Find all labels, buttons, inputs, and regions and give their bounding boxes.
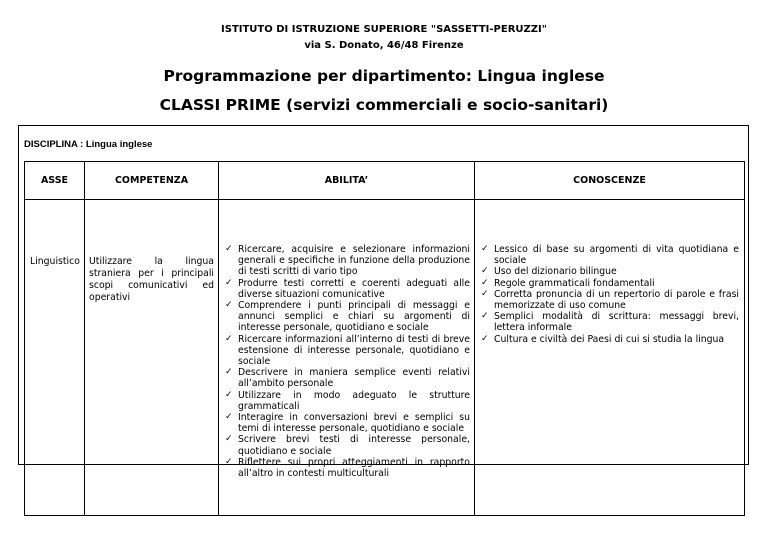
- cell-competenza: Utilizzare la lingua straniera per i principali scopi comunicativi ed operativi: [85, 200, 219, 516]
- list-item: ✓ Comprendere i punti principali di messaggi e annunci semplici e chiari su argomenti di interesse personale, quotidiano e sociale: [225, 300, 470, 334]
- abilita-list: [219, 200, 474, 479]
- program-table: [24, 161, 745, 516]
- header-competenza: COMPETENZA: [85, 162, 219, 200]
- table-row: [25, 200, 745, 516]
- list-item: ✓ Ricercare, acquisire e selezionare informazioni generali e specifiche in funzione della produzione di testi scritti di vario tipo: [225, 244, 470, 278]
- list-item: ✓ Lessico di base su argomenti di vita quotidiana e sociale: [481, 244, 739, 266]
- list-item: ✓ Uso del dizionario bilingue: [481, 266, 739, 277]
- header-conoscenze: CONOSCENZE: [475, 162, 745, 200]
- conoscenze-list: [475, 200, 744, 345]
- list-item: ✓ Utilizzare in modo adeguato le strutture grammaticali: [225, 390, 470, 412]
- list-item: ✓ Semplici modalità di scrittura: messaggi brevi, lettera informale: [481, 311, 739, 333]
- header-abilita: ABILITA’: [219, 162, 475, 200]
- list-item: ✓ Descrivere in maniera semplice eventi relativi all’ambito personale: [225, 367, 470, 389]
- list-item: ✓ Interagire in conversazioni brevi e semplici su temi di interesse personale, quotidiano e sociale: [225, 412, 470, 434]
- disciplina-label: DISCIPLINA : Lingua inglese: [24, 139, 153, 150]
- document-title: Programmazione per dipartimento: Lingua inglese: [163, 67, 605, 85]
- header-asse: ASSE: [25, 162, 85, 200]
- list-item: ✓ Scrivere brevi testi di interesse personale, quotidiano e sociale: [225, 434, 470, 456]
- list-item: ✓ Ricercare informazioni all’interno di testi di breve estensione di interesse personale, quotidiano e sociale: [225, 334, 470, 368]
- cell-abilita: [219, 200, 475, 516]
- document-subtitle: CLASSI PRIME (servizi commerciali e socio-sanitari): [159, 96, 609, 114]
- school-address: via S. Donato, 46/48 Firenze: [304, 40, 464, 51]
- list-item: ✓ Produrre testi corretti e coerenti adeguati alle diverse situazioni comunicative: [225, 278, 470, 300]
- table-header-row: [25, 162, 745, 200]
- cell-asse: Linguistico: [25, 200, 85, 516]
- cell-conoscenze: [475, 200, 745, 516]
- list-item: ✓ Corretta pronuncia di un repertorio di parole e frasi memorizzate di uso comune: [481, 289, 739, 311]
- list-item: ✓ Riflettere sui propri atteggiamenti in rapporto all’altro in contesti multiculturali: [225, 457, 470, 479]
- list-item: ✓ Cultura e civiltà dei Paesi di cui si studia la lingua: [481, 334, 739, 345]
- list-item: ✓ Regole grammaticali fondamentali: [481, 278, 739, 289]
- school-name: ISTITUTO DI ISTRUZIONE SUPERIORE "SASSETTI-PERUZZI": [221, 24, 547, 35]
